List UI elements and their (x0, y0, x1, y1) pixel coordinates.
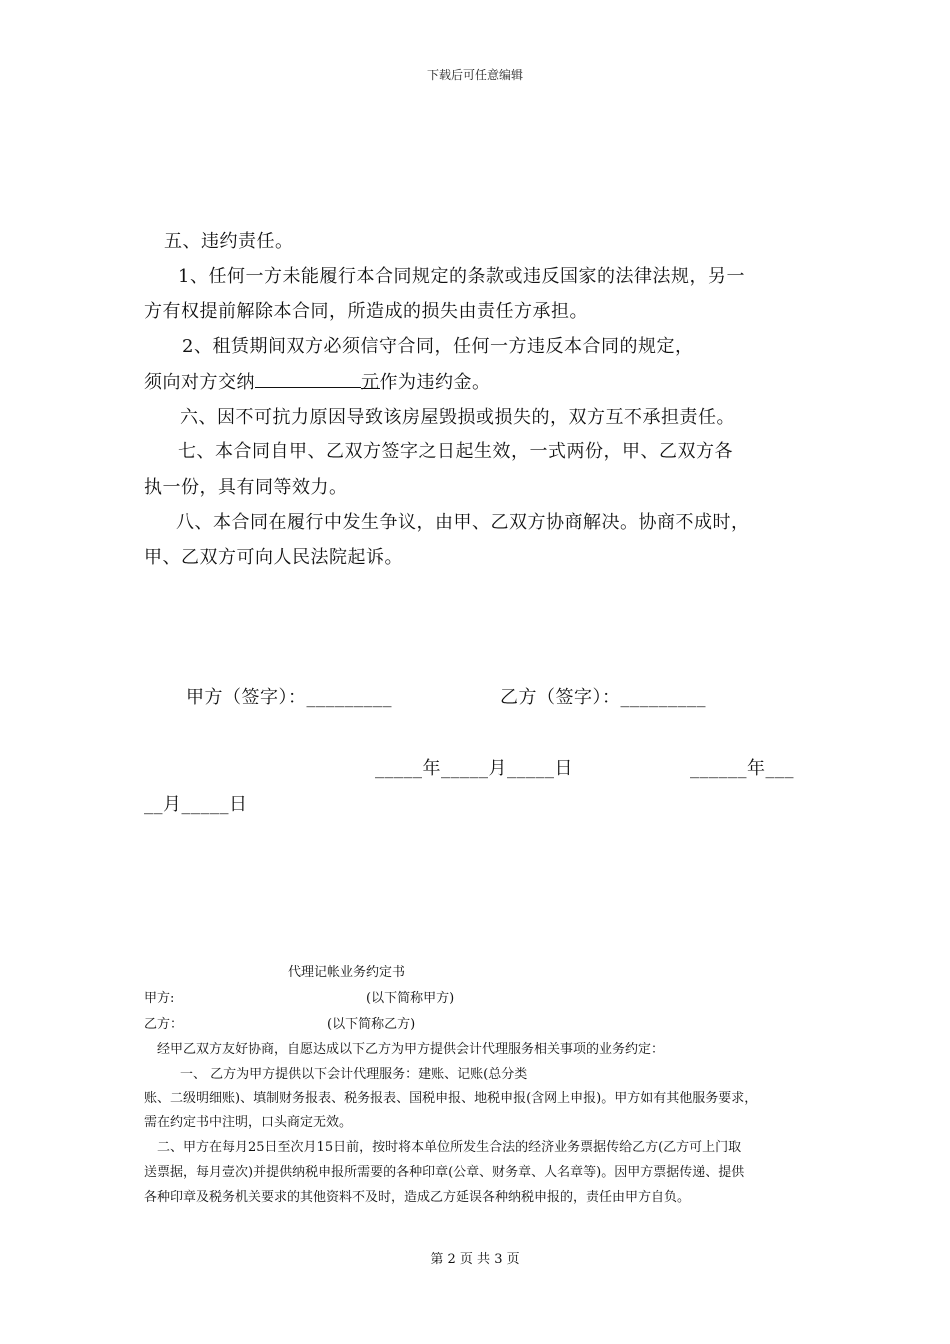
party-a-date: _____年_____月_____日 (375, 758, 573, 779)
agreement-item-1-line-2: 账、二级明细账)、填制财务报表、税务报表、国税申报、地税申报(含网上申报)。甲方如有其他服务要求， (144, 1091, 758, 1106)
agreement-party-b-label: 乙方： (144, 1017, 184, 1032)
section-7-line-1: 七、本合同自甲、乙双方签字之日起生效，一式两份，甲、乙双方各 (178, 441, 733, 462)
agreement-party-b-note: (以下简称乙方) (327, 1017, 416, 1032)
agreement-party-a-note: (以下简称甲方) (366, 991, 455, 1006)
agreement-title: 代理记帐业务约定书 (288, 965, 406, 980)
party-a-signature: 甲方（签字）：_________ (186, 687, 392, 708)
section-6: 六、因不可抗力原因导致该房屋毁损或损失的，双方互不承担责任。 (180, 407, 735, 428)
section-5-item-2-line-1: 2、租赁期间双方必须信守合同，任何一方违反本合同的规定， (182, 336, 694, 357)
party-b-signature: 乙方（签字）：_________ (500, 687, 706, 708)
agreement-item-1-line-1: 一、 乙方为甲方提供以下会计代理服务：建账、记账(总分类 (180, 1067, 528, 1082)
penalty-prefix: 须向对方交纳 (144, 372, 255, 393)
agreement-intro: 经甲乙双方友好协商，自愿达成以下乙方为甲方提供会计代理服务相关事项的业务约定： (157, 1042, 665, 1057)
penalty-suffix: 作为违约金。 (379, 372, 491, 393)
penalty-amount-blank (255, 371, 361, 388)
section-8-line-2: 甲、乙双方可向人民法院起诉。 (144, 547, 403, 568)
section-7-line-2: 执一份，具有同等效力。 (144, 477, 348, 498)
agreement-item-2-line-2: 送票据，每月壹次)并提供纳税申报所需要的各种印章(公章、财务章、人名章等)。因甲方票据传递、提供 (144, 1165, 745, 1180)
party-b-date-line-2: __月_____日 (144, 794, 248, 815)
section-5-heading: 五、违约责任。 (164, 231, 294, 252)
section-8-line-1: 八、本合同在履行中发生争议，由甲、乙双方协商解决。协商不成时， (176, 512, 750, 533)
agreement-item-2-line-3: 各种印章及税务机关要求的其他资料不及时，造成乙方延误各种纳税申报的，责任由甲方自负。 (144, 1190, 691, 1205)
section-5-item-2-line-2 (144, 371, 491, 394)
party-b-date-line-1: ______年___ (690, 758, 794, 779)
penalty-unit: 元 (361, 372, 380, 393)
agreement-item-2-line-1: 二、甲方在每月25日至次月15日前，按时将本单位所发生合法的经济业务票据传给乙方(乙方可上门取 (157, 1140, 742, 1155)
section-5-item-1-line-1: 1、任何一方未能履行本合同规定的条款或违反国家的法律法规，另一 (178, 266, 745, 287)
page-footer: 第 2 页 共 3 页 (430, 1252, 520, 1267)
agreement-party-a-label: 甲方: (144, 991, 175, 1006)
agreement-item-1-line-3: 需在约定书中注明，口头商定无效。 (144, 1115, 353, 1130)
page-header: 下载后可任意编辑 (426, 68, 523, 82)
section-5-item-1-line-2: 方有权提前解除本合同，所造成的损失由责任方承担。 (144, 301, 588, 322)
